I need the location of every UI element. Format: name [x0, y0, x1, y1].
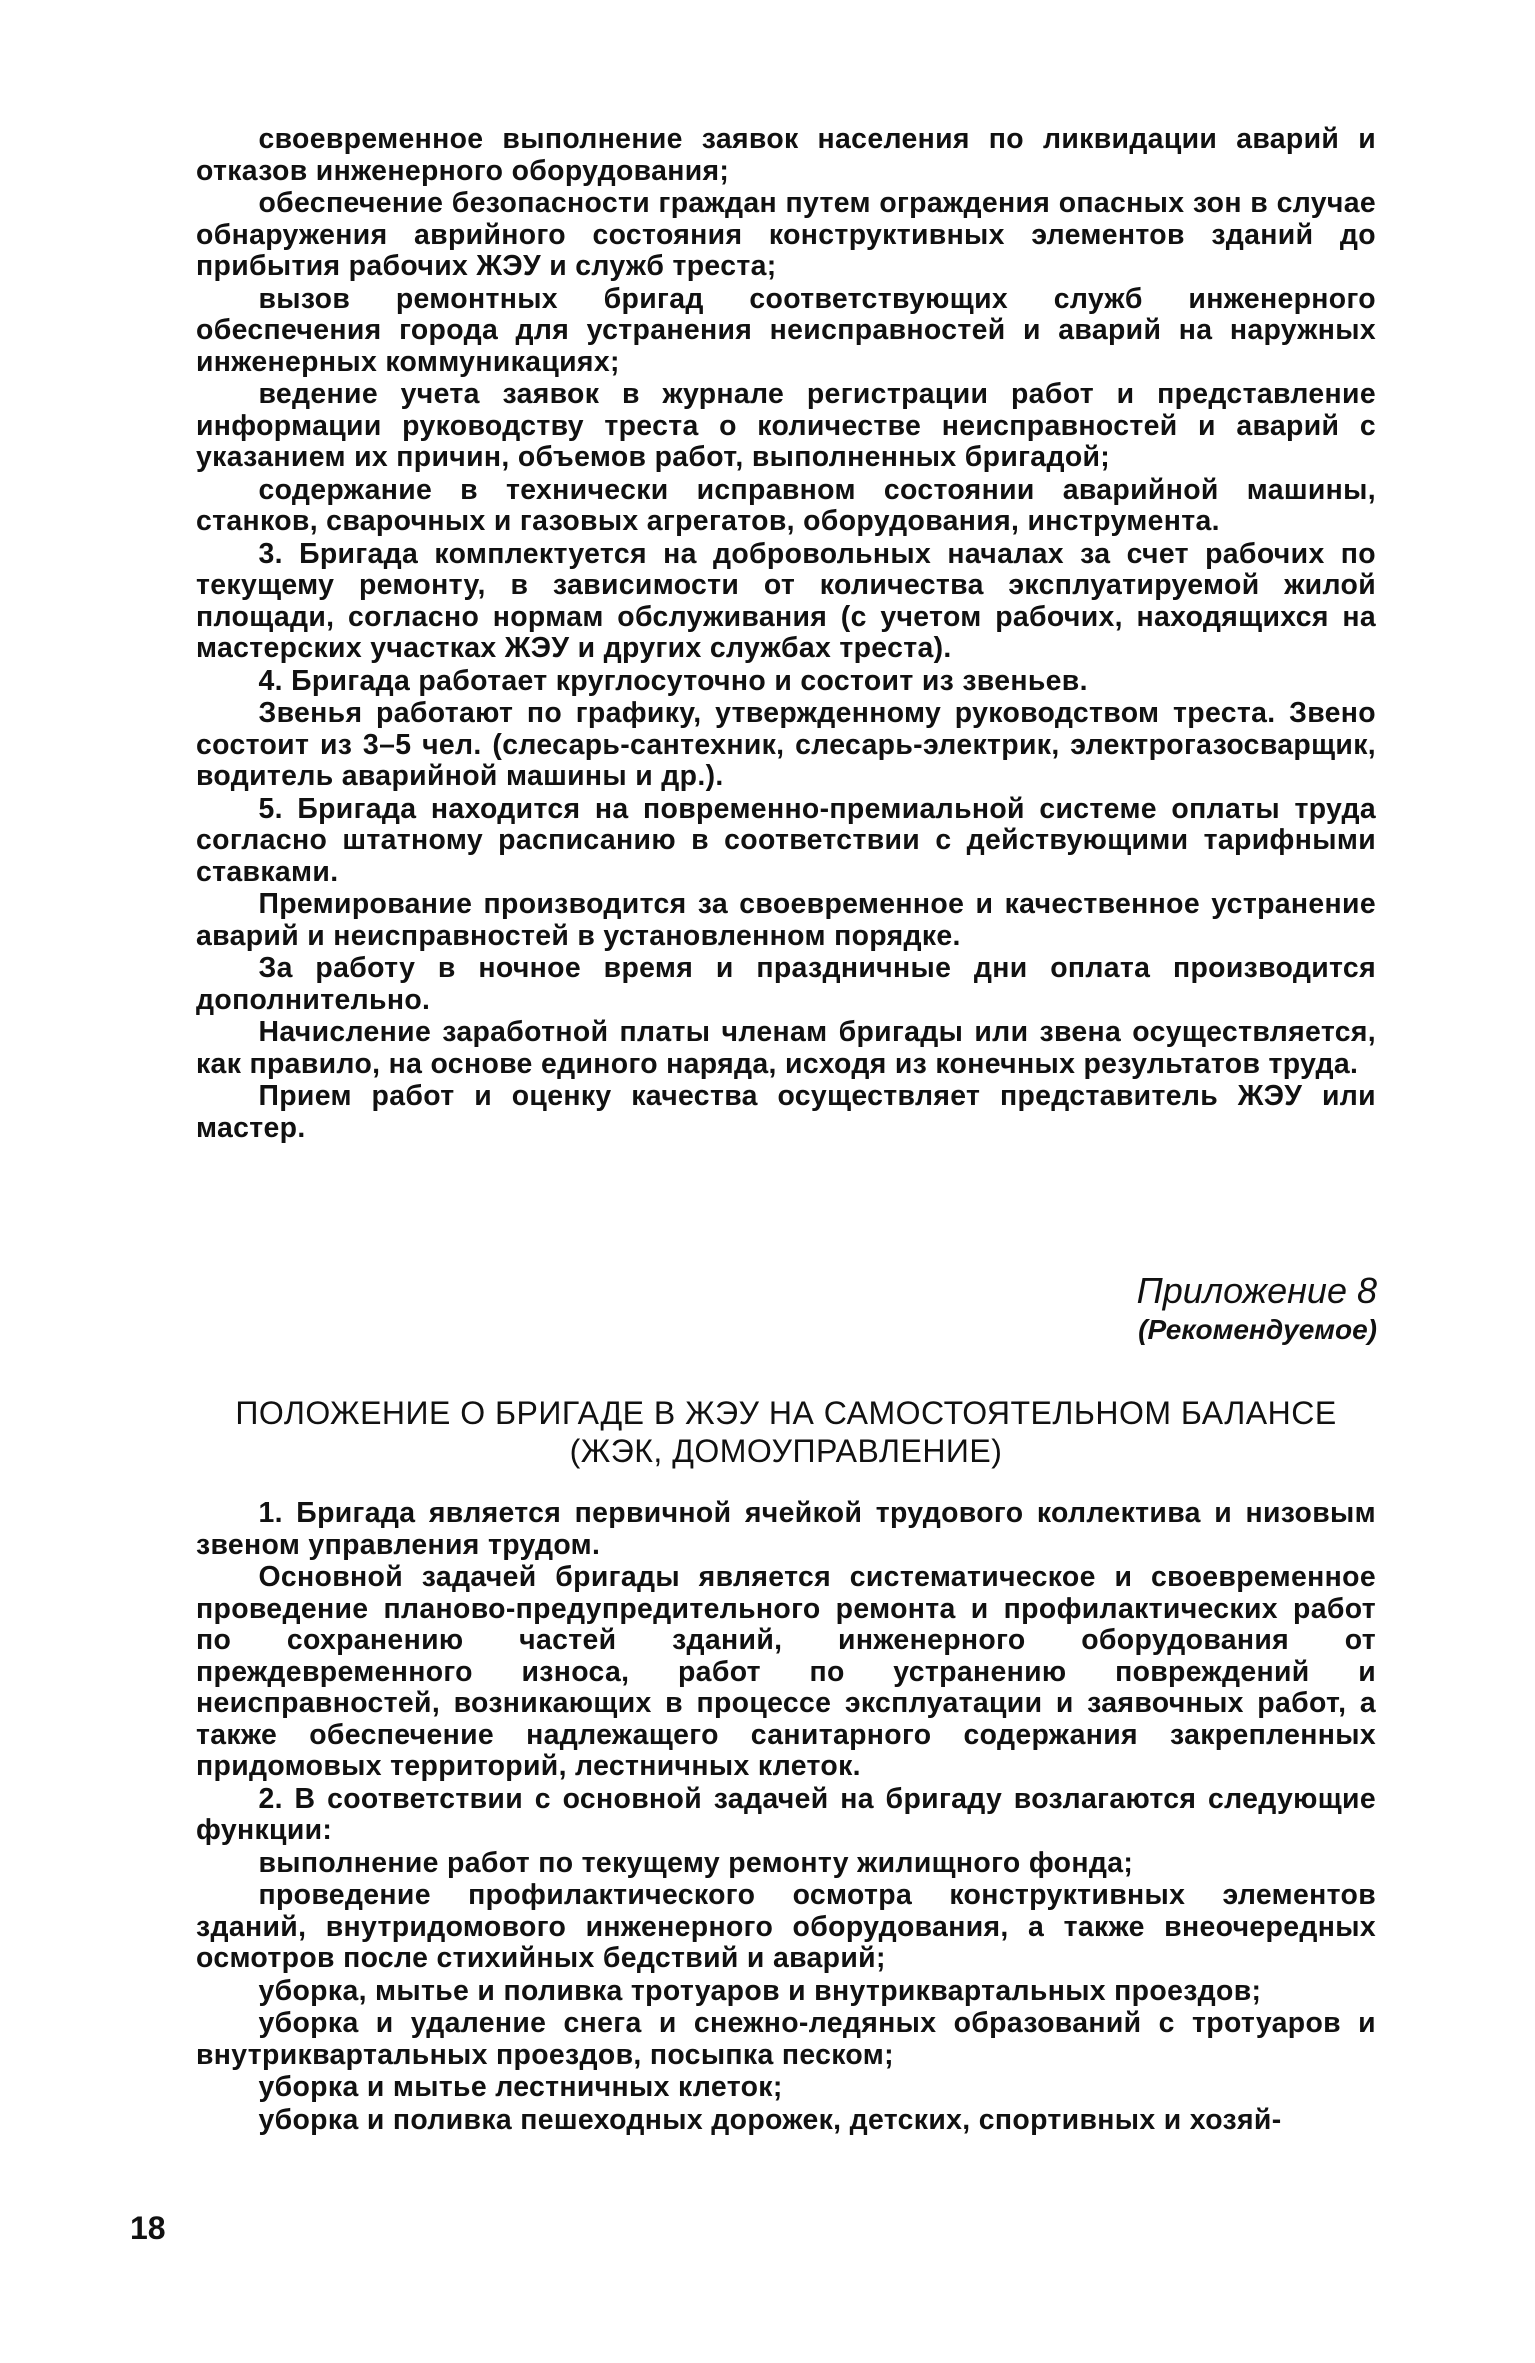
paragraph: обеспечение безопасности граждан путем ограждения опасных зон в случае обнаружения аврийного состояния конструктивных элементов зданий до прибытия рабочих ЖЭУ и служб треста;: [196, 187, 1376, 282]
paragraph: содержание в технически исправном состоянии аварийной машины, станков, сварочных и газовых агрегатов, оборудования, инструмента.: [196, 473, 1376, 537]
paragraph: 1. Бригада является первичной ячейкой трудового коллектива и низовым звеном управления трудом.: [196, 1497, 1376, 1561]
page-number: 18: [130, 2210, 166, 2246]
paragraph: ведение учета заявок в журнале регистрации работ и представление информации руководству треста о количестве неисправностей и аварий с указанием их причин, объемов работ, выполненных бригадой;: [196, 378, 1376, 473]
paragraph: 2. В соответствии с основной задачей на бригаду возлагаются следующие функции:: [196, 1782, 1376, 1846]
paragraph: Начисление заработной платы членам бригады или звена осуществляется, как правило, на основе единого наряда, исходя из конечных результатов труда.: [196, 1016, 1376, 1080]
bottom-text-block: [196, 1498, 1376, 2137]
top-text-block: [196, 124, 1376, 1145]
paragraph: выполнение работ по текущему ремонту жилищного фонда;: [258, 1846, 1134, 1879]
paragraph: уборка и мытье лестничных клеток;: [258, 2071, 783, 2103]
paragraph: уборка и поливка пешеходных дорожек, детских, спортивных и хозяй-: [258, 2103, 1282, 2136]
paragraph: проведение профилактического осмотра конструктивных элементов зданий, внутридомового инженерного оборудования, а также внеочередных осмотров после стихийных бедствий и аварий;: [196, 1879, 1376, 1974]
paragraph: Премирование производится за своевременное и качественное устранение аварий и неисправностей в установленном порядке.: [196, 888, 1376, 952]
appendix-title: Приложение 8: [1136, 1270, 1377, 1311]
paragraph: За работу в ночное время и праздничные дни оплата производится дополнительно.: [196, 952, 1376, 1016]
appendix-heading: [777, 1270, 1377, 1348]
appendix-subtitle: (Рекомендуемое): [1138, 1314, 1377, 1345]
paragraph: вызов ремонтных бригад соответствующих служб инженерного обеспечения города для устранения неисправностей и аварий на наружных инженерных коммуникациях;: [196, 282, 1376, 378]
paragraph: своевременное выполнение заявок населения по ликвидации аварий и отказов инженерного оборудования;: [196, 123, 1376, 187]
paragraph: уборка и удаление снега и снежно-ледяных образований с тротуаров и внутриквартальных проездов, посыпка песком;: [196, 2007, 1376, 2071]
paragraph: 5. Бригада находится на повременно-премиальной системе оплаты труда согласно штатному расписанию в соответствии с действующими тарифными ставками.: [196, 792, 1376, 888]
paragraph: Звенья работают по графику, утвержденному руководством треста. Звено состоит из 3–5 чел. (слесарь-сантехник, слесарь-электрик, электрогазосварщик, водитель аварийной машины и др.).: [196, 697, 1376, 792]
paragraph: уборка, мытье и поливка тротуаров и внутриквартальных проездов;: [258, 1974, 1262, 2007]
paragraph: Прием работ и оценку качества осуществляет представитель ЖЭУ или мастер.: [196, 1080, 1376, 1144]
paragraph: Основной задачей бригады является систематическое и своевременное проведение планово-предупредительного ремонта и профилактических работ по сохранению частей зданий, инженерного оборудования от преждевременного износа, работ по устранению повреждений и неисправностей, возникающих в процессе эксплуатации и заявочных работ, а также обеспечение надлежащего санитарного содержания закрепленных придомовых территорий, лестничных клеток.: [196, 1561, 1376, 1782]
paragraph: 4. Бригада работает круглосуточно и состоит из звеньев.: [258, 664, 1088, 697]
paragraph: 3. Бригада комплектуется на добровольных началах за счет рабочих по текущему ремонту, в зависимости от количества эксплуатируемой жилой площади, согласно нормам обслуживания (с учетом рабочих, находящихся на мастерских участках ЖЭУ и других службах треста).: [196, 537, 1376, 664]
section-title: ПОЛОЖЕНИЕ О БРИГАДЕ В ЖЭУ НА САМОСТОЯТЕЛЬНОМ БАЛАНСЕ (ЖЭК, ДОМОУПРАВЛЕНИЕ): [235, 1395, 1337, 1469]
